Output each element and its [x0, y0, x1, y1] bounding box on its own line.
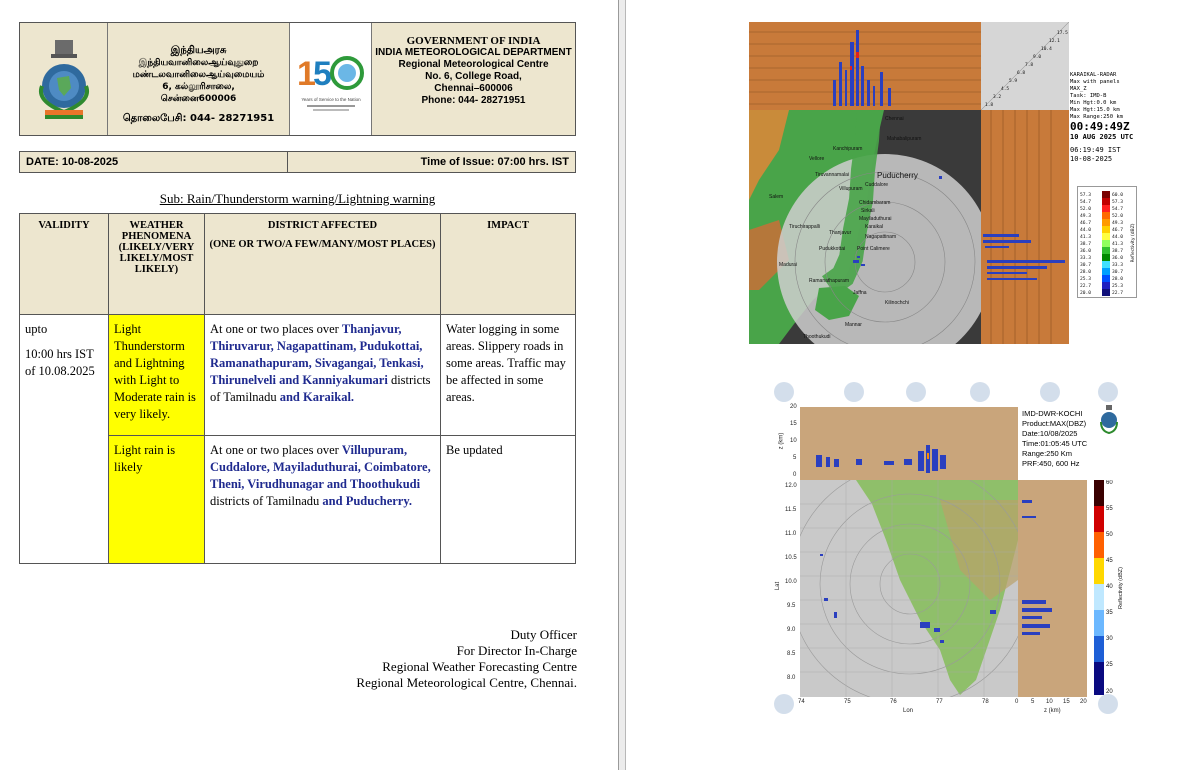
legend-tick: 41.3 [1080, 235, 1092, 240]
header-impact: IMPACT [441, 214, 576, 315]
header-district-sub: (ONE OR TWO/A FEW/MANY/MOST PLACES) [209, 239, 436, 250]
impact-cell: Be updated [441, 436, 576, 564]
legend-tick: 36.0 [1080, 249, 1092, 254]
tamil-line: சென்னை600006 [160, 94, 237, 104]
info-line: Min Hgt:0.0 km [1070, 100, 1117, 106]
axis-tick: 10.0 [785, 579, 797, 585]
legend-tick: 38.7 [1080, 242, 1092, 247]
watermark-icon [772, 690, 796, 718]
axis-tick: 10 [790, 438, 797, 444]
legend-tick: 30.7 [1112, 270, 1124, 275]
district-end: and Puducherry. [322, 494, 413, 508]
axis-tick: 9.5 [787, 603, 796, 609]
header-validity: VALIDITY [20, 214, 109, 315]
emblem-icon [31, 36, 97, 122]
axis-tick: 77 [936, 699, 943, 705]
date-bar [19, 151, 576, 173]
map-label: Tiruvannamalai [815, 172, 849, 178]
map-label: Mahabalipuram [887, 136, 922, 142]
axis-tick: 8.0 [787, 675, 796, 681]
map-label: Chidambaram [859, 200, 891, 206]
district-intro: At one or two places over [210, 322, 339, 336]
header-phenomena: WEATHER PHENOMENA (LIKELY/VERY LIKELY/MOST LIKELY) [109, 214, 205, 315]
info-line: PRF:450, 600 Hz [1022, 459, 1080, 468]
axis-tick: 5 [1031, 699, 1035, 705]
signature-line: Regional Meteorological Centre, Chennai. [356, 675, 577, 690]
axis-tick: 78 [982, 699, 989, 705]
gov-title: GOVERNMENT OF INDIA [406, 35, 541, 47]
radar1-time-utc: 00:49:49Z [1070, 120, 1130, 133]
radar1-time-ist: 06:19:49 IST [1070, 146, 1121, 154]
legend-tick: 57.3 [1080, 193, 1092, 198]
corner-label: 6.8 [1017, 71, 1026, 76]
legend-tick: 54.7 [1080, 200, 1092, 205]
legend-tick: 41.3 [1112, 242, 1124, 247]
phenomena-cell: Light rain is likely [109, 436, 205, 564]
radar1-map [749, 110, 981, 344]
legend-tick: 20 [1106, 689, 1113, 695]
table-row [20, 315, 576, 436]
map-label: Kanchipuram [833, 146, 863, 152]
centre-title: Regional Meteorological Centre [398, 59, 549, 70]
info-line: Time:01:05:45 UTC [1022, 439, 1088, 448]
axis-tick: 15 [1063, 699, 1070, 705]
legend-tick: 33.3 [1080, 256, 1092, 261]
english-phone: Phone: 044- 28271951 [421, 95, 526, 106]
legend-tick: 50 [1106, 532, 1113, 538]
corner-label: 12.1 [1049, 39, 1060, 44]
legend-tick: 20.0 [1080, 291, 1092, 296]
legend-tick: 49.3 [1112, 221, 1124, 226]
axis-label: z (km) [778, 432, 785, 450]
legend-tick: 36.0 [1112, 256, 1124, 261]
map-label: Vellore [809, 156, 825, 162]
district-names: Villupuram, Cuddalore, Mayiladuthurai, Coimbatore, Theni, Virudhunagar and Thoothukudi [210, 443, 431, 491]
map-label: Kilinochchi [885, 300, 909, 306]
legend-tick: 57.3 [1112, 200, 1124, 205]
impact-cell: Water logging in some areas. Slippery roads in some areas. Traffic may be affected in some areas. [441, 315, 576, 436]
info-line: Max Hgt:15.0 km [1070, 107, 1120, 113]
legend-tick: 49.3 [1080, 214, 1092, 219]
district-mid: districts of Tamilnadu [210, 494, 320, 508]
map-label: Jaffna [853, 290, 867, 296]
map-label: Thoothukudi [803, 334, 831, 340]
dept-title: INDIA METEOROLOGICAL DEPARTMENT [375, 47, 572, 58]
axis-tick: 76 [890, 699, 897, 705]
map-label: Salem [769, 194, 784, 200]
legend-tick: 28.0 [1080, 270, 1092, 275]
tamil-address [108, 23, 290, 135]
axis-label: Lat [775, 581, 782, 591]
map-label: Villupuram [839, 186, 863, 192]
corner-label: 5.9 [1009, 79, 1018, 84]
map-label: Sirkali [861, 208, 875, 214]
info-line: Range:250 Km [1022, 449, 1073, 458]
radar1-side-panel [981, 110, 1069, 344]
corner-label: 3.2 [993, 95, 1002, 100]
axis-tick: 74 [798, 699, 805, 705]
legend-tick: 44.0 [1080, 228, 1092, 233]
watermark-icon [904, 378, 928, 406]
legend-tick: 44.0 [1112, 235, 1124, 240]
legend-tick: 40 [1106, 584, 1113, 590]
tamil-phone: தொலைபேசி: 044- 28271951 [122, 113, 275, 124]
watermark-icon [842, 378, 866, 406]
legend-tick: 28.0 [1112, 277, 1124, 282]
radar1-date-ist: 10-08-2025 [1070, 155, 1113, 163]
map-label: Thanjavur [829, 230, 852, 236]
legend-tick: 35 [1106, 610, 1113, 616]
legend-tick: 52.0 [1112, 214, 1124, 219]
validity-upto: upto [25, 322, 48, 336]
bulletin-header [19, 22, 576, 136]
corner-label: 17.5 [1057, 31, 1068, 36]
axis-tick: 11.0 [785, 531, 797, 537]
corner-label: 4.5 [1001, 87, 1010, 92]
signature-line: Duty Officer [510, 627, 577, 642]
info-line: MAX_Z [1070, 86, 1087, 92]
district-intro: At one or two places over [210, 443, 339, 457]
axis-tick: 75 [844, 699, 851, 705]
bulletin-page [0, 0, 598, 770]
axis-tick: 12.0 [785, 483, 797, 489]
tamil-line: மண்டலவானிலைஆய்வுமையம் [132, 70, 265, 80]
imd-emblem-icon [1098, 404, 1120, 434]
map-label: Cuddalore [865, 182, 889, 188]
legend-tick: 30.7 [1080, 263, 1092, 268]
axis-tick: 8.5 [787, 651, 796, 657]
corner-label: 10.4 [1041, 47, 1052, 52]
radar2-legend [1094, 480, 1126, 695]
legend-tick: 25.3 [1112, 284, 1124, 289]
district-end: and Karaikal. [279, 390, 355, 404]
legend-tick: 60.0 [1112, 193, 1124, 198]
axis-tick: 0 [793, 472, 797, 478]
axis-tick: 11.5 [785, 507, 797, 513]
legend-tick: 60 [1106, 480, 1113, 486]
watermark-icon [1096, 378, 1120, 406]
legend-tick: 54.7 [1112, 207, 1124, 212]
map-label: Ramanathapuram [809, 278, 850, 284]
axis-tick: 0 [1015, 699, 1019, 705]
legend-title: Reflectivity (dBZ) [1131, 223, 1136, 263]
corner-label: 7.8 [1025, 63, 1034, 68]
radar2-map [800, 480, 1018, 697]
tamil-line: இந்தியவானிலைஆய்வுதுறை [138, 58, 259, 68]
info-line: Max with panels [1070, 79, 1120, 85]
radar1-top-panel [749, 22, 981, 110]
map-label: Madurai [779, 262, 798, 268]
map-label: Puducherry [877, 171, 918, 180]
radar1-corner-panel [981, 22, 1069, 110]
validity-cell [20, 315, 109, 564]
axis-label: z (km) [1044, 708, 1061, 714]
validity-time: 10:00 hrs IST of 10.08.2025 [25, 347, 95, 378]
issue-date: DATE: 10-08-2025 [20, 152, 288, 172]
legend-tick: 25 [1106, 662, 1113, 668]
signature-line: For Director In-Charge [456, 643, 577, 658]
axis-tick: 20 [1080, 699, 1087, 705]
map-label: Chennai [885, 116, 904, 122]
axis-tick: 5 [793, 455, 797, 461]
radar2-top-panel [800, 407, 1018, 480]
info-line: KARAIKAL-RADAR [1070, 72, 1117, 78]
tamil-line: இந்தியஅரசு [170, 45, 227, 56]
map-label: Point Calimere [857, 246, 890, 252]
radar2-side-panel [1018, 480, 1087, 697]
map-label: Pudukkottai [819, 246, 846, 252]
info-line: Product:MAX(DBZ) [1022, 419, 1087, 428]
info-line: Date:10/08/2025 [1022, 429, 1078, 438]
axis-tick: 10 [1046, 699, 1053, 705]
district-cell [205, 315, 441, 436]
legend-tick: 38.7 [1112, 249, 1124, 254]
axis-tick: 15 [790, 421, 797, 427]
district-mid: districts of Tamilnadu [210, 373, 431, 404]
imd-150-logo [290, 23, 372, 135]
district-names: Thanjavur, Thiruvarur, Nagapattinam, Pudukottai, Ramanathapuram, Sivagangai, Tenkasi, Thirunelveli and Kanniyakumari [210, 322, 424, 387]
radar2-info [1022, 409, 1087, 469]
table-header-row [20, 214, 576, 315]
legend-tick: 45 [1106, 558, 1113, 564]
radar1-legend [1077, 186, 1137, 298]
corner-label: 9.0 [1033, 55, 1042, 60]
header-district-title: DISTRICT AFFECTED [267, 220, 378, 231]
svg-text:5: 5 [312, 55, 332, 93]
map-label: Tiruchirappalli [789, 224, 820, 230]
legend-tick: 30 [1106, 636, 1113, 642]
corner-label: 1.8 [985, 103, 994, 108]
legend-title: Reflectivity (dBZ) [1118, 567, 1124, 609]
legend-tick: 25.3 [1080, 277, 1092, 282]
signature-block [356, 627, 577, 691]
watermark-icon [1038, 378, 1062, 406]
english-address [372, 23, 575, 135]
tamil-line: 6, கல்லூரிசாலை, [162, 82, 235, 92]
legend-tick: 46.7 [1080, 221, 1092, 226]
phenomena-cell: Light Thunderstorm and Lightning with Light to Moderate rain is very likely. [109, 315, 205, 436]
svg-text:1: 1 [296, 55, 316, 93]
info-line: Task: IMD-B [1070, 93, 1107, 99]
signature-line: Regional Weather Forecasting Centre [382, 659, 577, 674]
map-label: Mayiladuthurai [859, 216, 892, 222]
legend-tick: 33.3 [1112, 263, 1124, 268]
imd-150-years-icon [293, 37, 369, 121]
legend-tick: 52.0 [1080, 207, 1092, 212]
axis-tick: 10.5 [785, 555, 797, 561]
warning-table [19, 213, 576, 564]
legend-tick: 55 [1106, 506, 1113, 512]
axis-tick: 20 [790, 404, 797, 410]
info-line: IMD-DWR-KOCHI [1022, 409, 1083, 418]
watermark-icon [772, 378, 796, 406]
header-district [205, 214, 441, 315]
info-line: Max Range:250 km [1070, 114, 1123, 120]
issue-time: Time of Issue: 07:00 hrs. IST [420, 156, 569, 168]
address-line: Chennai–600006 [434, 83, 513, 94]
map-label: Mannar [845, 322, 862, 328]
radar1-info [1070, 72, 1142, 164]
axis-label: Lon [903, 708, 914, 714]
axis-tick: 9.0 [787, 627, 796, 633]
logo150-caption: Years of Service to the Nation [300, 97, 361, 102]
legend-tick: 22.7 [1112, 291, 1124, 296]
page-divider [618, 0, 626, 770]
watermark-icon [968, 378, 992, 406]
map-label: Nagapattinam [865, 234, 897, 240]
subject-line: Sub: Rain/Thunderstorm warning/Lightning warning [159, 191, 436, 206]
radar1-date-utc: 10 AUG 2025 UTC [1070, 133, 1134, 141]
address-line: No. 6, College Road, [425, 71, 522, 82]
imd-emblem [20, 23, 108, 135]
district-cell [205, 436, 441, 564]
map-label: Karaikal [865, 224, 884, 230]
legend-tick: 22.7 [1080, 284, 1092, 289]
legend-tick: 46.7 [1112, 228, 1124, 233]
